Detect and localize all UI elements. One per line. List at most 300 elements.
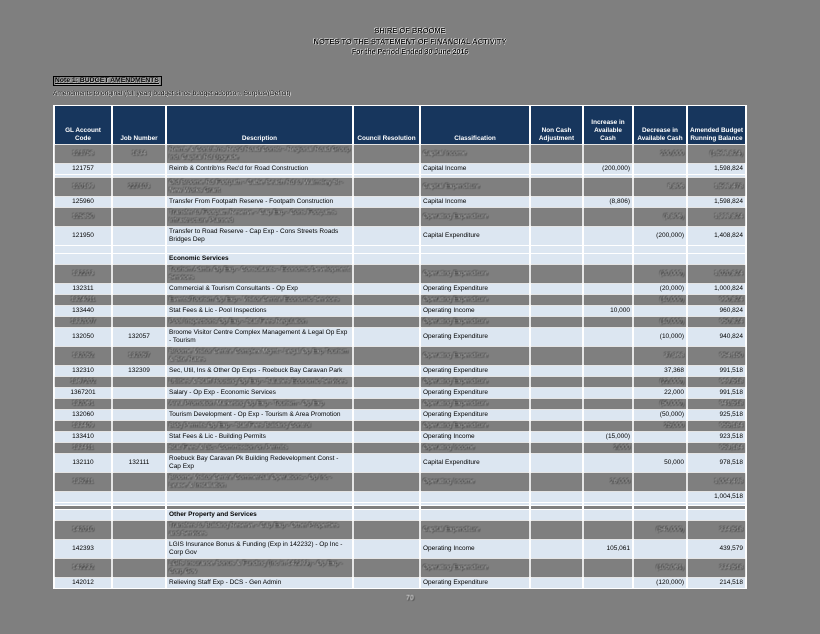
cell-job-number: 132309 (112, 366, 166, 377)
cell-description: Bldg Permits Op Exp - Stat Fees Building Control (166, 421, 353, 432)
cell-classification: Operating Expenditure (420, 388, 530, 399)
cell-job-number (112, 306, 166, 317)
cell-classification: Operating Expenditure (420, 265, 530, 284)
table-row (54, 377, 746, 388)
cell-increase-available-cash (583, 559, 633, 578)
cell-gl-account-code: 132310 (54, 366, 112, 377)
cell-job-number (112, 254, 166, 265)
cell-job-number (112, 473, 166, 492)
cell-job-number (112, 227, 166, 246)
cell-amended-balance: 941,518 (687, 399, 746, 410)
cell-amended-balance: 990,824 (687, 295, 746, 306)
cell-amended-balance: 960,824 (687, 306, 746, 317)
cell-decrease-available-cash: 50,000 (633, 454, 687, 473)
cell-amended-balance: 953,184 (687, 443, 746, 454)
cell-council-resolution (353, 443, 420, 454)
cell-increase-available-cash (583, 328, 633, 347)
cell-decrease-available-cash (633, 510, 687, 521)
cell-gl-account-code (54, 246, 112, 254)
cell-description: Roebuck Bay Caravan Pk Building Redevelopment Const - Cap Exp (166, 454, 353, 473)
col-amended-budget-running-balance: Amended Budget Running Balance (687, 106, 746, 145)
cell-increase-available-cash (583, 366, 633, 377)
cell-amended-balance: 1,004,498 (687, 473, 746, 492)
cell-decrease-available-cash: 37,368 (633, 366, 687, 377)
cell-decrease-available-cash: 200,000 (633, 145, 687, 164)
cell-council-resolution (353, 432, 420, 443)
cell-classification: Operating Income (420, 473, 530, 492)
cell-increase-available-cash: 10,000 (583, 306, 633, 317)
cell-increase-available-cash (583, 454, 633, 473)
cell-increase-available-cash (583, 284, 633, 295)
cell-non-cash-adjustment (530, 521, 583, 540)
table-row (54, 295, 746, 306)
cell-classification: Operating Expenditure (420, 317, 530, 328)
table-row (54, 197, 746, 208)
cell-increase-available-cash (583, 377, 633, 388)
cell-non-cash-adjustment (530, 377, 583, 388)
cell-decrease-available-cash (633, 540, 687, 559)
cell-decrease-available-cash: (8,806) (633, 208, 687, 227)
cell-job-number (112, 164, 166, 175)
cell-council-resolution (353, 540, 420, 559)
cell-description: Old Broome Rd Footpath - Cable Beach Rd to Walmsley St - New Works Grant (166, 178, 353, 197)
cell-increase-available-cash (583, 317, 633, 328)
cell-amended-balance: 954,150 (687, 347, 746, 366)
cell-description: Salary - Op Exp - Economic Services (166, 388, 353, 399)
cell-description: Transfer From Footpath Reserve - Footpath Construction (166, 197, 353, 208)
cell-council-resolution (353, 164, 420, 175)
cell-description: Stat Fees & Lic - Commission on Permits (166, 443, 353, 454)
table-row (54, 454, 746, 473)
table-header (54, 106, 746, 145)
cell-decrease-available-cash: (10,000) (633, 328, 687, 347)
cell-council-resolution (353, 328, 420, 347)
cell-gl-account-code: 132052 (54, 347, 112, 366)
cell-decrease-available-cash: (540,000) (633, 521, 687, 540)
cell-non-cash-adjustment (530, 178, 583, 197)
table-row (54, 521, 746, 540)
cell-increase-available-cash: 105,061 (583, 540, 633, 559)
cell-job-number (112, 510, 166, 521)
cell-classification: Capital Income (420, 164, 530, 175)
cell-amended-balance: 1,004,518 (687, 492, 746, 503)
col-job-number: Job Number (112, 106, 166, 145)
cell-decrease-available-cash: 8,806 (633, 178, 687, 197)
document-titles (0, 25, 820, 58)
cell-gl-account-code: 142232 (54, 559, 112, 578)
cell-decrease-available-cash: (20,000) (633, 265, 687, 284)
table-header-row (54, 106, 746, 145)
cell-non-cash-adjustment (530, 295, 583, 306)
cell-amended-balance: 991,518 (687, 366, 746, 377)
cell-classification: Operating Expenditure (420, 208, 530, 227)
cell-council-resolution (353, 284, 420, 295)
cell-non-cash-adjustment (530, 317, 583, 328)
cell-amended-balance: 991,518 (687, 388, 746, 399)
cell-classification: Operating Expenditure (420, 284, 530, 295)
cell-job-number: 132111 (112, 454, 166, 473)
col-decrease-available-cash: Decrease in Available Cash (633, 106, 687, 145)
cell-council-resolution (353, 197, 420, 208)
cell-council-resolution (353, 421, 420, 432)
cell-job-number (112, 377, 166, 388)
col-council-resolution: Council Resolution (353, 106, 420, 145)
cell-job-number (112, 578, 166, 589)
cell-gl-account-code: 133409 (54, 421, 112, 432)
cell-council-resolution (353, 317, 420, 328)
title-org: SHIRE OF BROOME (374, 26, 446, 35)
table-row (54, 178, 746, 197)
cell-decrease-available-cash: (105,061) (633, 559, 687, 578)
cell-description (166, 492, 353, 503)
cell-decrease-available-cash (633, 443, 687, 454)
cell-amended-balance: 1,000,824 (687, 284, 746, 295)
cell-decrease-available-cash: (22,000) (633, 377, 687, 388)
cell-gl-account-code: 121758 (54, 145, 112, 164)
cell-non-cash-adjustment (530, 347, 583, 366)
cell-non-cash-adjustment (530, 227, 583, 246)
cell-non-cash-adjustment (530, 510, 583, 521)
cell-job-number (112, 421, 166, 432)
cell-decrease-available-cash: 25,000 (633, 421, 687, 432)
table-row (54, 284, 746, 295)
cell-job-number (112, 492, 166, 503)
cell-increase-available-cash (583, 388, 633, 399)
cell-gl-account-code: 142393 (54, 540, 112, 559)
cell-non-cash-adjustment (530, 399, 583, 410)
cell-description: Reimb & Contrib'ns Rec'd for Road Construction (166, 164, 353, 175)
title-period: For the Period Ended 30 June 2016 (351, 49, 469, 56)
cell-non-cash-adjustment (530, 306, 583, 317)
cell-description: Relieving Staff Exp - DCS - Gen Admin (166, 578, 353, 589)
cell-classification: Capital Expenditure (420, 454, 530, 473)
cell-amended-balance (687, 254, 746, 265)
table-row (54, 347, 746, 366)
cell-description: Area Promotion Marketing Op Exp - Tourism - Op Exp (166, 399, 353, 410)
cell-description: Broome Visitor Centre Complex Management & Legal Op Exp - Tourism (166, 328, 353, 347)
table-row (54, 399, 746, 410)
table-row (54, 145, 746, 164)
cell-increase-available-cash (583, 399, 633, 410)
cell-job-number: 132057 (112, 328, 166, 347)
col-gl-account-code: GL Account Code (54, 106, 112, 145)
cell-gl-account-code: 132050 (54, 328, 112, 347)
cell-increase-available-cash: (8,806) (583, 197, 633, 208)
cell-gl-account-code: 142010 (54, 521, 112, 540)
table-row (54, 388, 746, 399)
col-description: Description (166, 106, 353, 145)
note-block (53, 69, 291, 97)
cell-increase-available-cash (583, 265, 633, 284)
cell-description: Sec, Util, Ins & Other Op Exps - Roebuck Bay Caravan Park (166, 366, 353, 377)
cell-decrease-available-cash: (200,000) (633, 227, 687, 246)
table-row (54, 540, 746, 559)
cell-amended-balance: 439,579 (687, 540, 746, 559)
cell-gl-account-code: 1324011 (54, 295, 112, 306)
cell-council-resolution (353, 254, 420, 265)
cell-council-resolution (353, 306, 420, 317)
col-classification: Classification (420, 106, 530, 145)
cell-classification (420, 492, 530, 503)
cell-job-number (112, 265, 166, 284)
cell-decrease-available-cash (633, 306, 687, 317)
cell-council-resolution (353, 208, 420, 227)
cell-amended-balance: 925,518 (687, 410, 746, 421)
cell-amended-balance: 334,518 (687, 559, 746, 578)
cell-non-cash-adjustment (530, 559, 583, 578)
cell-classification (420, 254, 530, 265)
cell-increase-available-cash: 26,000 (583, 473, 633, 492)
cell-gl-account-code: 125960 (54, 197, 112, 208)
cell-increase-available-cash (583, 178, 633, 197)
table-row (54, 306, 746, 317)
cell-gl-account-code: 132060 (54, 410, 112, 421)
cell-classification: Operating Expenditure (420, 421, 530, 432)
cell-amended-balance: 1,598,478 (687, 178, 746, 197)
title-report: NOTES TO THE STATEMENT OF FINANCIAL ACTIVITY (313, 37, 507, 46)
cell-gl-account-code: 142012 (54, 578, 112, 589)
cell-decrease-available-cash (633, 197, 687, 208)
cell-gl-account-code: 1332007 (54, 317, 112, 328)
cell-description: Transfers to Building Reserve - Cap Exp - Other Properties and Services (166, 521, 353, 540)
cell-classification: Operating Income (420, 443, 530, 454)
cell-job-number (112, 317, 166, 328)
cell-amended-balance: 923,518 (687, 432, 746, 443)
cell-description: LGIS Insurance Bonus & Funding (Inc in 142393) - Op Exp - Corp Gov (166, 559, 353, 578)
cell-increase-available-cash (583, 492, 633, 503)
cell-amended-balance: 1,398,824 (687, 208, 746, 227)
col-non-cash-adjustment: Non Cash Adjustment (530, 106, 583, 145)
cell-council-resolution (353, 295, 420, 306)
cell-gl-account-code: 1367202 (54, 377, 112, 388)
table-row (54, 265, 746, 284)
cell-classification: Capital Expenditure (420, 521, 530, 540)
cell-non-cash-adjustment (530, 578, 583, 589)
page-number: 70 (406, 595, 414, 602)
cell-non-cash-adjustment (530, 421, 583, 432)
cell-council-resolution (353, 559, 420, 578)
budget-amendments-table (53, 105, 747, 589)
cell-council-resolution (353, 399, 420, 410)
cell-non-cash-adjustment (530, 443, 583, 454)
cell-classification: Operating Income (420, 540, 530, 559)
cell-non-cash-adjustment (530, 492, 583, 503)
cell-gl-account-code: 133411 (54, 443, 112, 454)
cell-decrease-available-cash: (50,000) (633, 410, 687, 421)
cell-council-resolution (353, 578, 420, 589)
cell-description: Broome Visitor Centre Complex Mgmt - Legal Op Exp Tourism & Site Rates (166, 347, 353, 366)
cell-non-cash-adjustment (530, 366, 583, 377)
cell-job-number: 227103 (112, 178, 166, 197)
cell-increase-available-cash (583, 208, 633, 227)
cell-classification: Operating Expenditure (420, 399, 530, 410)
cell-gl-account-code (54, 254, 112, 265)
cell-council-resolution (353, 366, 420, 377)
cell-classification (420, 246, 530, 254)
cell-decrease-available-cash (633, 473, 687, 492)
cell-non-cash-adjustment (530, 145, 583, 164)
cell-job-number (112, 284, 166, 295)
cell-amended-balance: 1,598,824 (687, 197, 746, 208)
cell-amended-balance: 940,824 (687, 328, 746, 347)
table-row (54, 328, 746, 347)
cell-gl-account-code: 132311 (54, 284, 112, 295)
cell-amended-balance: 969,518 (687, 377, 746, 388)
table-row (54, 227, 746, 246)
cell-amended-balance (687, 246, 746, 254)
cell-classification: Operating Income (420, 306, 530, 317)
cell-increase-available-cash: (200,000) (583, 164, 633, 175)
cell-job-number: 1834 (112, 145, 166, 164)
cell-non-cash-adjustment (530, 164, 583, 175)
cell-gl-account-code: 132110 (54, 454, 112, 473)
cell-job-number (112, 399, 166, 410)
cell-description: Commercial & Tourism Consultants - Op Exp (166, 284, 353, 295)
cell-council-resolution (353, 377, 420, 388)
cell-gl-account-code: 121950 (54, 227, 112, 246)
cell-decrease-available-cash (633, 492, 687, 503)
cell-gl-account-code: 135211 (54, 473, 112, 492)
cell-council-resolution (353, 178, 420, 197)
cell-classification: Operating Expenditure (420, 328, 530, 347)
cell-council-resolution (353, 265, 420, 284)
table-row (54, 421, 746, 432)
note-title: Note 1: BUDGET AMENDMENTS (53, 76, 162, 86)
cell-council-resolution (353, 521, 420, 540)
cell-gl-account-code: 133410 (54, 432, 112, 443)
cell-council-resolution (353, 227, 420, 246)
cell-job-number (112, 559, 166, 578)
cell-gl-account-code (54, 492, 112, 503)
cell-increase-available-cash (583, 246, 633, 254)
cell-description (166, 246, 353, 254)
cell-non-cash-adjustment (530, 254, 583, 265)
cell-decrease-available-cash (633, 246, 687, 254)
cell-increase-available-cash (583, 347, 633, 366)
cell-amended-balance (687, 510, 746, 521)
cell-description: Transfer to Footpath Reserve - Cap Exp - Cons Footpaths Infrastructure Planned (166, 208, 353, 227)
cell-increase-available-cash: (15,000) (583, 432, 633, 443)
cell-increase-available-cash (583, 254, 633, 265)
cell-non-cash-adjustment (530, 328, 583, 347)
cell-non-cash-adjustment (530, 473, 583, 492)
cell-description: Economic Services (166, 254, 353, 265)
cell-classification: Operating Income (420, 432, 530, 443)
table-row (54, 317, 746, 328)
cell-description: Stat Fees & Lic - Pool Inspections (166, 306, 353, 317)
cell-decrease-available-cash: 22,000 (633, 388, 687, 399)
cell-job-number: 132057 (112, 347, 166, 366)
cell-description: Reimb & Contrib'ns Rec'd Road Constr - Regional Road Group Ind. Capital Rd Upgrade (166, 145, 353, 164)
table-row (54, 246, 746, 254)
cell-amended-balance: 950,824 (687, 317, 746, 328)
section-row (54, 254, 746, 265)
cell-gl-account-code: 132061 (54, 399, 112, 410)
cell-job-number (112, 410, 166, 421)
cell-amended-balance: 1,020,824 (687, 265, 746, 284)
cell-amended-balance: 978,518 (687, 454, 746, 473)
table-row (54, 366, 746, 377)
cell-classification: Capital Income (420, 197, 530, 208)
cell-council-resolution (353, 454, 420, 473)
cell-gl-account-code: 125850 (54, 208, 112, 227)
table-row (54, 410, 746, 421)
cell-gl-account-code: 121757 (54, 164, 112, 175)
cell-description: Utilities & Staff Housing Op Exp - Salaries Economic Services (166, 377, 353, 388)
cell-council-resolution (353, 347, 420, 366)
cell-increase-available-cash (583, 521, 633, 540)
cell-decrease-available-cash: 37,368 (633, 347, 687, 366)
cell-classification: Capital Expenditure (420, 227, 530, 246)
cell-non-cash-adjustment (530, 540, 583, 559)
table-row (54, 492, 746, 503)
table-row (54, 559, 746, 578)
cell-decrease-available-cash (633, 254, 687, 265)
cell-job-number (112, 208, 166, 227)
cell-job-number (112, 521, 166, 540)
cell-description: LGIS Insurance Bonus & Funding (Exp in 142232) - Op Inc - Corp Gov (166, 540, 353, 559)
cell-decrease-available-cash: (10,000) (633, 317, 687, 328)
cell-gl-account-code: 133440 (54, 306, 112, 317)
cell-amended-balance: 1,408,824 (687, 227, 746, 246)
cell-gl-account-code: 132203 (54, 265, 112, 284)
cell-description: Pool Inspections Op Exp - Stat Fees Regulation (166, 317, 353, 328)
cell-classification: Operating Expenditure (420, 410, 530, 421)
table-body (54, 145, 746, 589)
cell-council-resolution (353, 492, 420, 503)
cell-job-number (112, 443, 166, 454)
cell-decrease-available-cash: (50,000) (633, 399, 687, 410)
cell-decrease-available-cash (633, 432, 687, 443)
table-row (54, 164, 746, 175)
cell-non-cash-adjustment (530, 454, 583, 473)
cell-classification (420, 510, 530, 521)
cell-increase-available-cash (583, 578, 633, 589)
cell-classification: Operating Expenditure (420, 295, 530, 306)
cell-non-cash-adjustment (530, 265, 583, 284)
cell-job-number (112, 246, 166, 254)
table-row (54, 578, 746, 589)
cell-amended-balance: 334,518 (687, 521, 746, 540)
cell-council-resolution (353, 410, 420, 421)
cell-non-cash-adjustment (530, 284, 583, 295)
cell-non-cash-adjustment (530, 208, 583, 227)
cell-amended-balance: 1,598,824 (687, 164, 746, 175)
cell-decrease-available-cash (633, 164, 687, 175)
cell-amended-balance: (1,598,824) (687, 145, 746, 164)
cell-classification: Operating Expenditure (420, 347, 530, 366)
cell-gl-account-code: 120199 (54, 178, 112, 197)
cell-decrease-available-cash: (20,000) (633, 284, 687, 295)
cell-increase-available-cash (583, 145, 633, 164)
cell-classification: Capital Expenditure (420, 178, 530, 197)
col-increase-available-cash: Increase in Available Cash (583, 106, 633, 145)
cell-gl-account-code: 1367201 (54, 388, 112, 399)
cell-council-resolution (353, 145, 420, 164)
note-subtitle: Amendments to original (full year) budget since budget adoption. Surplus/(Deficit) (53, 90, 291, 97)
table-row (54, 473, 746, 492)
cell-increase-available-cash (583, 421, 633, 432)
cell-council-resolution (353, 388, 420, 399)
cell-decrease-available-cash: (10,000) (633, 295, 687, 306)
cell-non-cash-adjustment (530, 410, 583, 421)
cell-job-number (112, 197, 166, 208)
table-row (54, 208, 746, 227)
cell-amended-balance: 214,518 (687, 578, 746, 589)
cell-description: Transfer to Road Reserve - Cap Exp - Cons Streets Roads Bridges Dep (166, 227, 353, 246)
cell-job-number (112, 295, 166, 306)
cell-classification: Operating Expenditure (420, 366, 530, 377)
